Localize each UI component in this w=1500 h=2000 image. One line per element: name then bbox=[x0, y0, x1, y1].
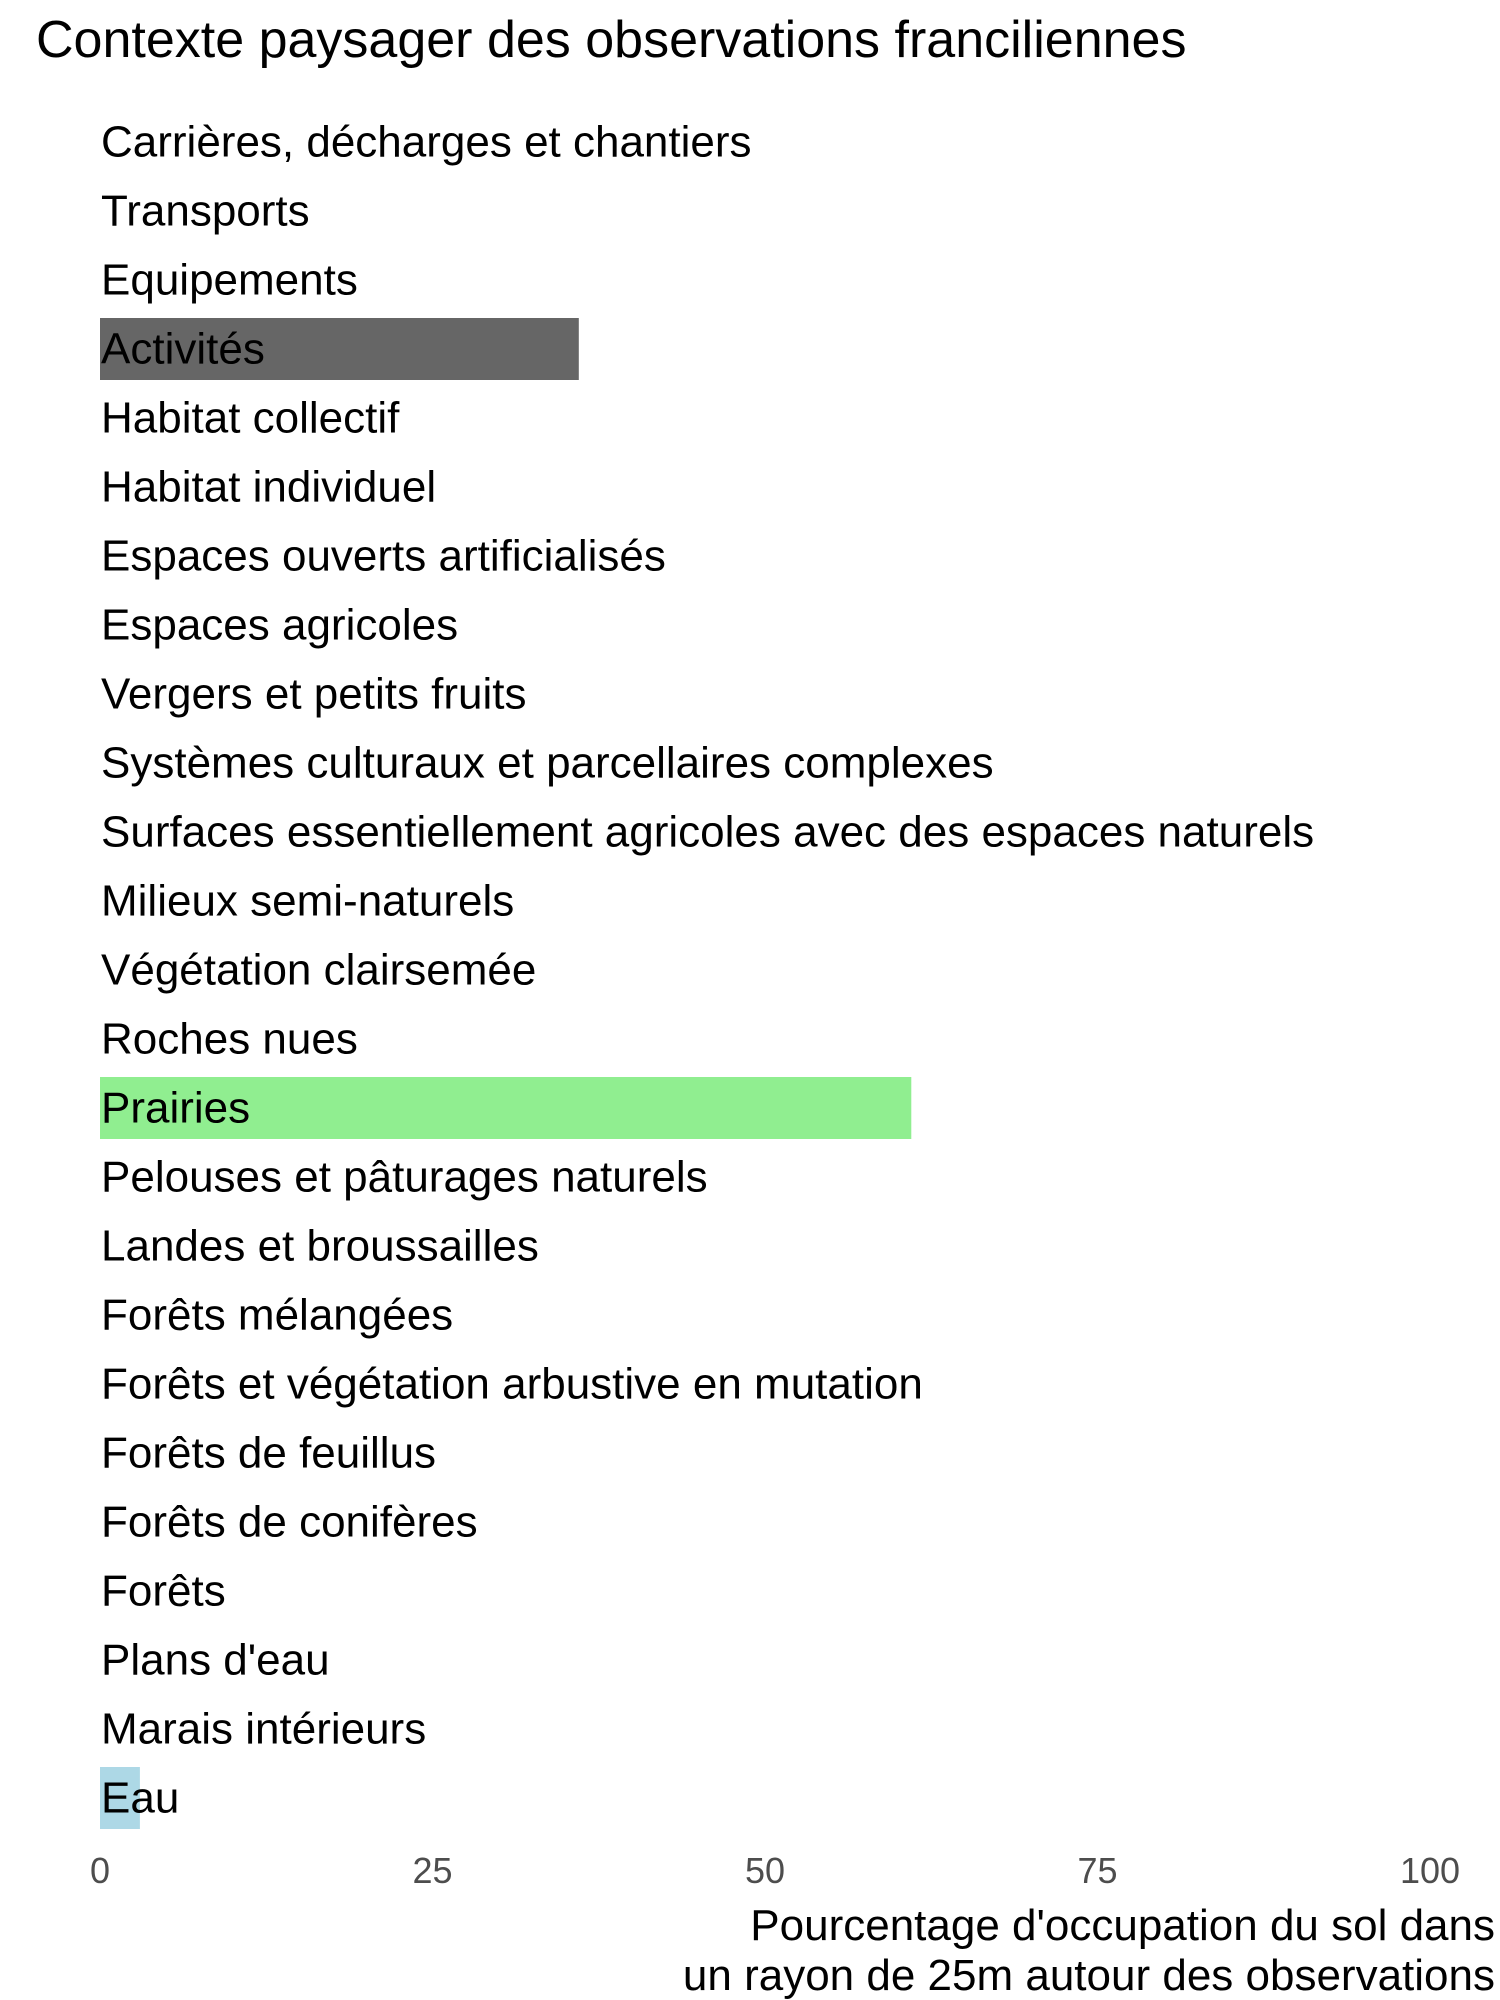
category-label: Landes et broussailles bbox=[101, 1221, 539, 1271]
category-label: Végétation clairsemée bbox=[101, 945, 537, 995]
x-tick-label: 25 bbox=[412, 1850, 453, 1891]
category-label: Roches nues bbox=[101, 1014, 358, 1064]
category-label: Marais intérieurs bbox=[101, 1704, 427, 1754]
category-label: Carrières, décharges et chantiers bbox=[101, 117, 752, 167]
category-label: Forêts de feuillus bbox=[101, 1428, 437, 1478]
category-label: Habitat collectif bbox=[101, 393, 400, 443]
category-label: Activités bbox=[101, 324, 265, 374]
category-label: Espaces ouverts artificialisés bbox=[101, 531, 666, 581]
category-label: Eau bbox=[101, 1773, 180, 1823]
category-label: Transports bbox=[101, 186, 310, 236]
category-label: Forêts mélangées bbox=[101, 1290, 454, 1340]
category-label: Pelouses et pâturages naturels bbox=[101, 1152, 708, 1202]
category-label: Forêts de conifères bbox=[101, 1497, 478, 1547]
x-tick-label: 75 bbox=[1077, 1850, 1118, 1891]
x-axis-label bbox=[683, 1901, 1495, 2000]
category-label: Plans d'eau bbox=[101, 1635, 330, 1685]
x-axis-ticks bbox=[90, 1850, 1460, 1891]
category-label: Surfaces essentiellement agricoles avec des espaces naturels bbox=[101, 807, 1315, 857]
x-tick-label: 100 bbox=[1399, 1850, 1461, 1891]
category-label: Equipements bbox=[101, 255, 358, 305]
category-label: Prairies bbox=[101, 1083, 251, 1133]
category-label: Forêts et végétation arbustive en mutation bbox=[101, 1359, 923, 1409]
category-label: Systèmes culturaux et parcellaires complexes bbox=[101, 738, 994, 788]
category-label: Habitat individuel bbox=[101, 462, 437, 512]
category-label: Vergers et petits fruits bbox=[101, 669, 527, 719]
chart-title: Contexte paysager des observations franciliennes bbox=[36, 11, 1187, 69]
category-label: Espaces agricoles bbox=[101, 600, 459, 650]
x-axis-label-line: Pourcentage d'occupation du sol dans bbox=[750, 1901, 1495, 1950]
category-label: Forêts bbox=[101, 1566, 226, 1616]
x-tick-label: 50 bbox=[744, 1850, 786, 1891]
x-axis-label-line: un rayon de 25m autour des observations bbox=[682, 1951, 1495, 2000]
x-tick-label: 0 bbox=[89, 1850, 111, 1891]
category-label: Milieux semi-naturels bbox=[101, 876, 515, 926]
